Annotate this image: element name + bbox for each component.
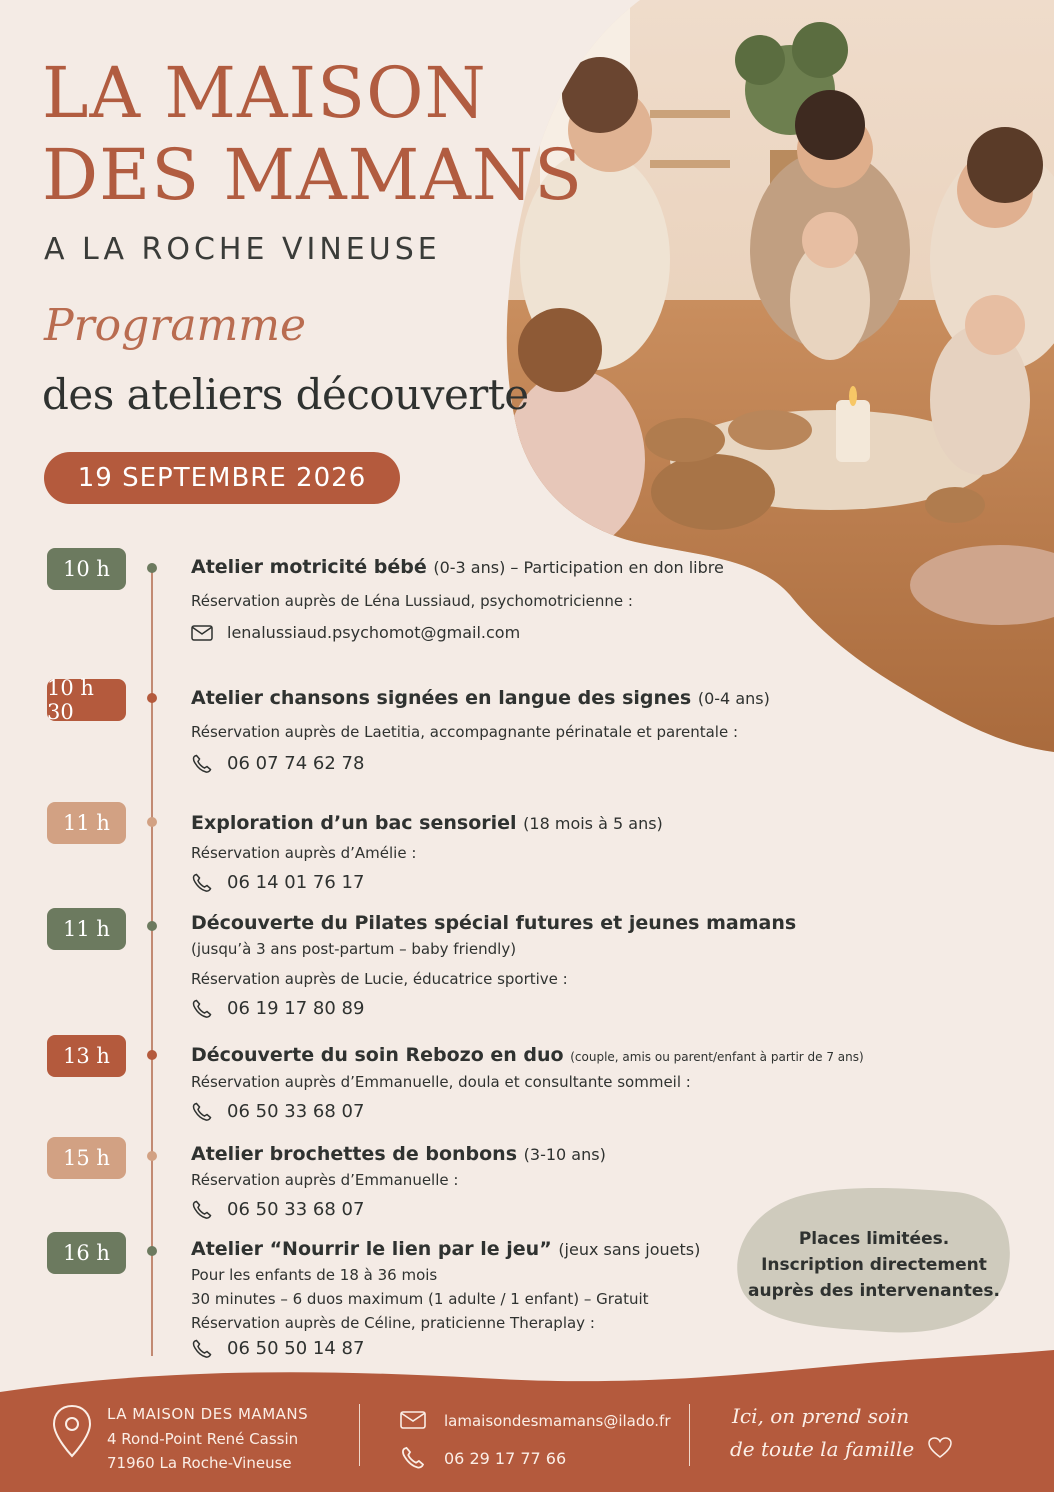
timeline-dot — [147, 563, 157, 573]
timeline-dot — [147, 1151, 157, 1161]
phone-icon — [191, 754, 213, 774]
event-item — [191, 685, 811, 778]
event-contact[interactable] — [191, 869, 811, 897]
timeline-dot — [147, 1050, 157, 1060]
event-contact[interactable] — [191, 1098, 811, 1126]
event-detail: Réservation auprès de Céline, praticienne Theraplay : — [191, 1314, 595, 1332]
event-item — [191, 1042, 864, 1126]
time-badge: 15 h — [47, 1137, 126, 1179]
event-subtitle: (jeux sans jouets) — [558, 1240, 701, 1259]
footer-tagline — [730, 1436, 953, 1461]
title-line-1: LA MAISON — [42, 52, 487, 134]
event-subtitle: (18 mois à 5 ans) — [523, 814, 663, 833]
notice-line: Inscription directement — [761, 1255, 987, 1275]
page-title — [42, 52, 583, 216]
event-subtitle: (0-4 ans) — [697, 689, 770, 708]
footer-name: LA MAISON DES MAMANS — [107, 1405, 309, 1423]
timeline-line — [151, 566, 153, 1356]
event-detail: 30 minutes – 6 duos maximum (1 adulte / 1 enfant) – Gratuit — [191, 1290, 649, 1308]
event-detail: (jusqu’à 3 ans post-partum – baby friendly) — [191, 940, 517, 958]
event-contact[interactable] — [191, 995, 811, 1023]
event-item — [191, 810, 811, 897]
event-phone[interactable]: 06 50 50 14 87 — [227, 1338, 365, 1359]
time-badge: 11 h — [47, 908, 126, 950]
time-badge: 11 h — [47, 802, 126, 844]
event-email[interactable]: lenalussiaud.psychomot@gmail.com — [227, 623, 521, 642]
event-detail: Réservation auprès de Léna Lussiaud, psychomotricienne : — [191, 592, 633, 610]
timeline-dot — [147, 1246, 157, 1256]
event-title: Exploration d’un bac sensoriel — [191, 812, 517, 834]
event-phone[interactable]: 06 14 01 76 17 — [227, 872, 365, 893]
notice-line: Places limitées. — [798, 1229, 950, 1249]
heart-icon — [927, 1436, 953, 1460]
timeline-dot — [147, 693, 157, 703]
event-title: Atelier “Nourrir le lien par le jeu” — [191, 1238, 552, 1260]
title-line-2: DES MAMANS — [42, 134, 584, 216]
event-title: Découverte du Pilates spécial futures et jeunes mamans — [191, 912, 797, 934]
event-detail: Réservation auprès d’Emmanuelle : — [191, 1171, 459, 1189]
footer-tagline: Ici, on prend soin — [732, 1404, 910, 1428]
event-phone[interactable]: 06 19 17 80 89 — [227, 998, 365, 1019]
event-detail: Réservation auprès de Laetitia, accompagnante périnatale et parentale : — [191, 723, 739, 741]
event-phone[interactable]: 06 50 33 68 07 — [227, 1101, 365, 1122]
phone-icon — [191, 873, 213, 893]
footer-address: 71960 La Roche-Vineuse — [107, 1454, 292, 1472]
programme-subtitle: des ateliers découverte — [42, 370, 529, 419]
date-badge: 19 SEPTEMBRE 2026 — [44, 452, 400, 504]
timeline-dot — [147, 921, 157, 931]
location-subtitle: A LA ROCHE VINEUSE — [44, 232, 441, 267]
event-detail: Réservation auprès de Lucie, éducatrice sportive : — [191, 970, 568, 988]
footer-divider — [359, 1404, 360, 1466]
event-contact[interactable] — [191, 619, 811, 647]
event-item — [191, 910, 811, 1023]
event-phone[interactable]: 06 50 33 68 07 — [227, 1199, 365, 1220]
footer-email[interactable]: lamaisondesmamans@ilado.fr — [444, 1412, 671, 1430]
phone-icon — [191, 999, 213, 1019]
footer-address: 4 Rond-Point René Cassin — [107, 1430, 299, 1448]
notice-line: auprès des intervenantes. — [748, 1281, 1000, 1301]
time-badge: 10 h 30 — [47, 679, 126, 721]
phone-icon — [191, 1200, 213, 1220]
mail-icon — [191, 623, 213, 643]
notice-text — [736, 1226, 1012, 1304]
footer-phone[interactable]: 06 29 17 77 66 — [444, 1449, 567, 1468]
mail-icon — [400, 1410, 426, 1430]
time-badge: 10 h — [47, 548, 126, 590]
event-item — [191, 554, 811, 647]
event-title: Atelier motricité bébé — [191, 556, 427, 578]
event-contact[interactable] — [191, 1196, 811, 1224]
event-detail: Réservation auprès d’Amélie : — [191, 844, 417, 862]
footer-divider — [689, 1404, 690, 1466]
footer-tagline-text: de toute la famille — [730, 1437, 915, 1461]
event-title: Atelier brochettes de bonbons — [191, 1143, 518, 1165]
event-title: Découverte du soin Rebozo en duo — [191, 1044, 564, 1066]
event-item — [191, 1236, 811, 1363]
event-detail: Réservation auprès d’Emmanuelle, doula et consultante sommeil : — [191, 1073, 691, 1091]
event-subtitle: (3-10 ans) — [523, 1145, 606, 1164]
event-subtitle: (couple, amis ou parent/enfant à partir de 7 ans) — [570, 1050, 864, 1064]
phone-icon — [400, 1446, 426, 1470]
event-title: Atelier chansons signées en langue des signes — [191, 687, 692, 709]
event-subtitle: (0-3 ans) – Participation en don libre — [433, 558, 724, 577]
event-phone[interactable]: 06 07 74 62 78 — [227, 753, 365, 774]
programme-script-title: Programme — [44, 300, 307, 351]
timeline-dot — [147, 817, 157, 827]
event-item — [191, 1141, 811, 1224]
phone-icon — [191, 1102, 213, 1122]
time-badge: 16 h — [47, 1232, 126, 1274]
location-pin-icon — [52, 1404, 92, 1460]
event-contact[interactable] — [191, 750, 811, 778]
time-badge: 13 h — [47, 1035, 126, 1077]
event-detail: Pour les enfants de 18 à 36 mois — [191, 1266, 438, 1284]
